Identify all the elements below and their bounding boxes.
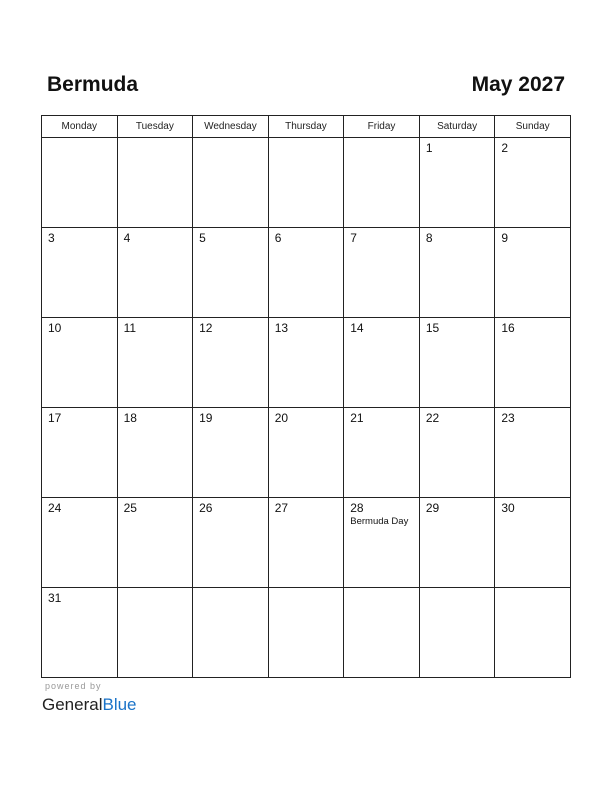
day-number [118, 588, 193, 591]
week-row [42, 588, 571, 678]
day-number: 20 [274, 411, 289, 425]
day-number [344, 138, 419, 141]
day-number: 19 [199, 411, 213, 425]
day-number: 30 [501, 501, 515, 515]
day-number: 10 [48, 321, 62, 335]
day-cell [419, 588, 495, 678]
day-number: 9 [501, 231, 509, 245]
day-number: 29 [425, 501, 440, 515]
holiday-label: Bermuda Day [350, 516, 409, 527]
day-number: 21 [350, 411, 364, 425]
day-number [193, 138, 268, 141]
day-number: 27 [274, 501, 289, 515]
day-number: 6 [274, 231, 282, 245]
day-number [118, 138, 193, 141]
day-number [269, 138, 344, 141]
calendar-body [42, 138, 571, 678]
day-cell [495, 138, 571, 228]
day-cell [495, 588, 571, 678]
day-cell [268, 588, 344, 678]
country-title: Bermuda [47, 73, 139, 96]
day-cell [193, 408, 269, 498]
day-number [495, 588, 570, 591]
weekday-wednesday: Wednesday [193, 116, 269, 138]
day-cell [419, 318, 495, 408]
day-number: 3 [48, 231, 55, 245]
day-cell [268, 498, 344, 588]
day-number: 8 [425, 231, 433, 245]
day-cell [193, 138, 269, 228]
weekday-tuesday: Tuesday [117, 116, 193, 138]
day-number: 28 [350, 501, 364, 515]
day-cell [344, 318, 420, 408]
footer-branding [42, 681, 137, 716]
week-row [42, 138, 571, 228]
day-number [42, 138, 117, 141]
day-cell [117, 228, 193, 318]
powered-by-text: powered by [45, 681, 102, 691]
day-number: 23 [501, 411, 515, 425]
day-cell [193, 228, 269, 318]
day-cell [419, 138, 495, 228]
day-number: 4 [123, 231, 131, 245]
month-year-title: May 2027 [471, 73, 565, 96]
day-number: 13 [274, 321, 289, 335]
brand-blue-text: Blue [102, 695, 137, 714]
day-number: 5 [199, 231, 206, 245]
day-cell [42, 408, 118, 498]
day-cell [344, 588, 420, 678]
day-cell [42, 318, 118, 408]
calendar-grid [41, 115, 571, 678]
weekday-monday: Monday [42, 116, 118, 138]
day-cell [419, 408, 495, 498]
day-number: 24 [48, 501, 62, 515]
day-cell [117, 588, 193, 678]
day-cell [42, 138, 118, 228]
day-cell [344, 228, 420, 318]
day-number: 31 [48, 591, 62, 605]
day-cell [344, 138, 420, 228]
day-number: 17 [48, 411, 62, 425]
day-cell [42, 498, 118, 588]
day-cell [268, 408, 344, 498]
week-row [42, 498, 571, 588]
day-number: 1 [425, 141, 433, 155]
day-cell [495, 408, 571, 498]
day-cell [495, 318, 571, 408]
day-cell [344, 498, 420, 588]
day-number: 18 [123, 411, 137, 425]
day-cell [117, 138, 193, 228]
week-row [42, 228, 571, 318]
day-cell [268, 228, 344, 318]
day-number: 16 [501, 321, 515, 335]
day-number: 26 [199, 501, 213, 515]
day-number: 12 [199, 321, 213, 335]
day-number [344, 588, 419, 591]
day-number: 15 [425, 321, 440, 335]
day-number [193, 588, 268, 591]
day-cell [495, 228, 571, 318]
day-number: 2 [501, 141, 509, 155]
day-cell [193, 318, 269, 408]
day-number [269, 588, 344, 591]
week-row [42, 408, 571, 498]
day-number: 22 [425, 411, 440, 425]
day-cell [268, 138, 344, 228]
weekday-header-row [42, 116, 571, 138]
day-cell [268, 318, 344, 408]
day-cell [344, 408, 420, 498]
day-number: 14 [350, 321, 364, 335]
day-cell [193, 498, 269, 588]
day-cell [193, 588, 269, 678]
day-cell [419, 228, 495, 318]
day-cell [117, 408, 193, 498]
day-number: 25 [123, 501, 137, 515]
brand-general-text: General [42, 695, 103, 714]
generalblue-logo [42, 694, 137, 716]
day-number: 7 [350, 231, 357, 245]
day-cell [117, 498, 193, 588]
day-cell [42, 228, 118, 318]
day-cell [419, 498, 495, 588]
day-cell [42, 588, 118, 678]
weekday-friday: Friday [344, 116, 420, 138]
weekday-sunday: Sunday [495, 116, 571, 138]
day-cell [117, 318, 193, 408]
weekday-saturday: Saturday [419, 116, 495, 138]
week-row [42, 318, 571, 408]
weekday-thursday: Thursday [268, 116, 344, 138]
day-cell [495, 498, 571, 588]
day-number [420, 588, 495, 591]
day-number: 11 [123, 321, 137, 335]
